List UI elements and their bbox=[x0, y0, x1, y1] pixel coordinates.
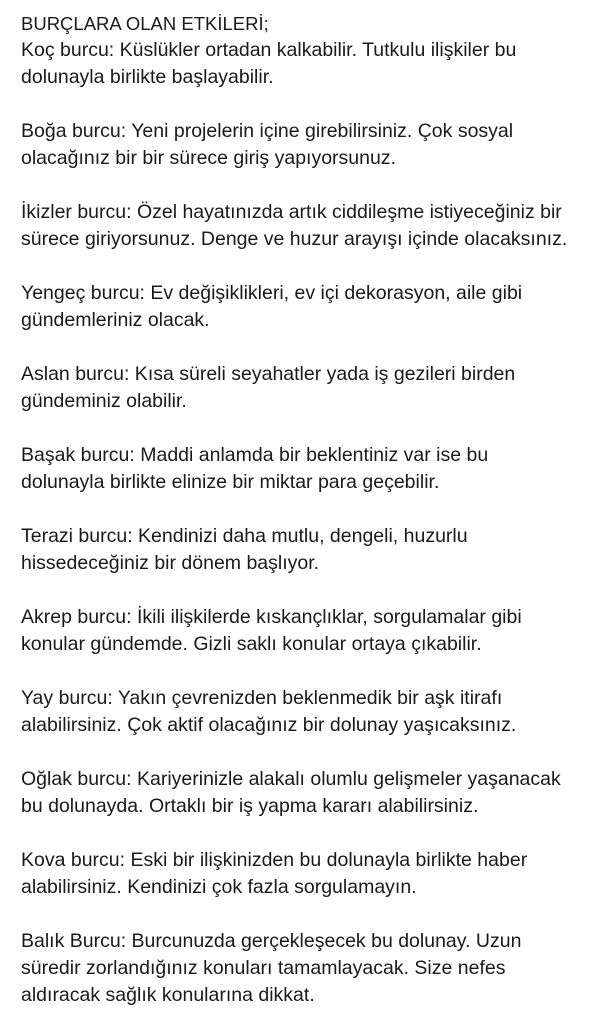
paragraph-line: bu dolunayda. Ortaklı bir iş yapma kararı alabilirsiniz. bbox=[21, 795, 479, 817]
paragraph-line: gündemleriniz olacak. bbox=[21, 309, 210, 331]
paragraph-koc bbox=[21, 37, 591, 91]
paragraph-line: Koç burcu: Küslükler ortadan kalkabilir. Tutkulu ilişkiler bu bbox=[21, 39, 517, 61]
paragraph-yay bbox=[21, 685, 591, 739]
paragraph-line: Boğa burcu: Yeni projelerin içine girebilirsiniz. Çok sosyal bbox=[21, 120, 514, 142]
paragraph-line: konular gündemde. Gizli saklı konular ortaya çıkabilir. bbox=[21, 633, 482, 655]
document-body bbox=[21, 10, 591, 1009]
paragraph-line: Terazi burcu: Kendinizi daha mutlu, dengeli, huzurlu bbox=[21, 525, 468, 547]
paragraph-line: hissedeceğiniz bir dönem başlıyor. bbox=[21, 552, 320, 574]
paragraph-line: Başak burcu: Maddi anlamda bir beklentiniz var ise bu bbox=[21, 444, 489, 466]
document-heading: BURÇLARA OLAN ETKİLERİ; bbox=[21, 13, 269, 34]
paragraph-balik bbox=[21, 928, 591, 1009]
paragraph-line: alabilirsiniz. Çok aktif olacağınız bir dolunay yaşıcaksınız. bbox=[21, 714, 517, 736]
paragraph-line: Yay burcu: Yakın çevrenizden beklenmedik bir aşk itirafı bbox=[21, 687, 503, 709]
paragraph-line: Yengeç burcu: Ev değişiklikleri, ev içi dekorasyon, aile gibi bbox=[21, 282, 523, 304]
paragraph-line: Akrep burcu: İkili ilişkilerde kıskançlıklar, sorgulamalar gibi bbox=[21, 606, 522, 628]
paragraph-line: İkizler burcu: Özel hayatınızda artık ciddileşme istiyeceğiniz bir bbox=[21, 201, 562, 223]
paragraph-akrep bbox=[21, 604, 591, 658]
paragraph-line: Oğlak burcu: Kariyerinizle alakalı olumlu gelişmeler yaşanacak bbox=[21, 768, 561, 790]
paragraph-ikizler bbox=[21, 199, 591, 253]
paragraph-line: Balık Burcu: Burcunuzda gerçekleşecek bu dolunay. Uzun bbox=[21, 930, 522, 952]
paragraph-line: süredir zorlandığınız konuları tamamlayacak. Size nefes bbox=[21, 957, 506, 979]
paragraph-terazi bbox=[21, 523, 591, 577]
paragraph-line: dolunayla birlikte elinize bir miktar para geçebilir. bbox=[21, 471, 440, 493]
paragraph-boga bbox=[21, 118, 591, 172]
paragraph-yengec bbox=[21, 280, 591, 334]
paragraph-line: dolunayla birlikte başlayabilir. bbox=[21, 66, 274, 88]
paragraph-line: Aslan burcu: Kısa süreli seyahatler yada iş gezileri birden bbox=[21, 363, 516, 385]
paragraph-line: sürece giriyorsunuz. Denge ve huzur arayışı içinde olacaksınız. bbox=[21, 228, 568, 250]
paragraph-line: gündeminiz olabilir. bbox=[21, 390, 187, 412]
paragraph-line: alabilirsiniz. Kendinizi çok fazla sorgulamayın. bbox=[21, 876, 417, 898]
paragraph-kova bbox=[21, 847, 591, 901]
paragraph-aslan bbox=[21, 361, 591, 415]
paragraph-oglak bbox=[21, 766, 591, 820]
paragraph-line: olacağınız bir bir sürece giriş yapıyorsunuz. bbox=[21, 147, 397, 169]
paragraph-line: Kova burcu: Eski bir ilişkinizden bu dolunayla birlikte haber bbox=[21, 849, 528, 871]
paragraph-line: aldıracak sağlık konularına dikkat. bbox=[21, 984, 315, 1006]
paragraph-basak bbox=[21, 442, 591, 496]
